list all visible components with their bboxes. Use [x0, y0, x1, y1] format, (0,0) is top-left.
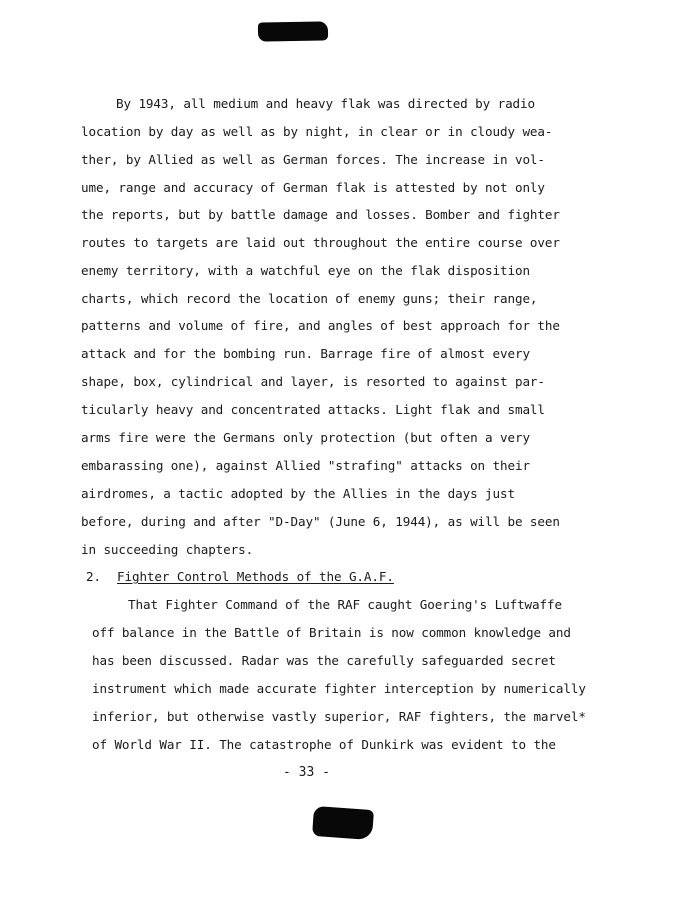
text-line: patterns and volume of fire, and angles of best approach for the: [81, 318, 560, 333]
text-line: ume, range and accuracy of German flak is attested by not only: [81, 180, 545, 195]
text-line: in succeeding chapters.: [81, 542, 254, 557]
text-line: ticularly heavy and concentrated attacks. Light flak and small: [81, 402, 545, 417]
text-line: shape, box, cylindrical and layer, is resorted to against par-: [81, 374, 545, 389]
text-line: has been discussed. Radar was the carefully safeguarded secret: [92, 653, 556, 668]
text-line: attack and for the bombing run. Barrage fire of almost every: [81, 346, 530, 361]
text-line: inferior, but otherwise vastly superior, RAF fighters, the marvel*: [92, 709, 586, 724]
text-line: enemy territory, with a watchful eye on the flak disposition: [81, 263, 530, 278]
text-line: That Fighter Command of the RAF caught Goering's Luftwaffe: [128, 597, 562, 612]
text-line: arms fire were the Germans only protection (but often a very: [81, 430, 530, 445]
page-number: - 33 -: [283, 765, 330, 780]
text-line: before, during and after "D-Day" (June 6, 1944), as will be seen: [81, 514, 560, 529]
section-number: 2.: [86, 569, 101, 584]
text-line: the reports, but by battle damage and losses. Bomber and fighter: [81, 207, 560, 222]
redaction-mark-bottom: [312, 806, 374, 840]
text-line: location by day as well as by night, in clear or in cloudy wea-: [81, 124, 553, 139]
section-heading: Fighter Control Methods of the G.A.F.: [117, 569, 394, 584]
text-line: instrument which made accurate fighter interception by numerically: [92, 681, 586, 696]
text-line: routes to targets are laid out throughout the entire course over: [81, 235, 560, 250]
text-line: embarassing one), against Allied "strafing" attacks on their: [81, 458, 530, 473]
text-line: off balance in the Battle of Britain is now common knowledge and: [92, 625, 571, 640]
text-line: airdromes, a tactic adopted by the Allies in the days just: [81, 486, 515, 501]
text-line: of World War II. The catastrophe of Dunkirk was evident to the: [92, 737, 556, 752]
text-line: charts, which record the location of enemy guns; their range,: [81, 291, 538, 306]
text-line: By 1943, all medium and heavy flak was directed by radio: [116, 96, 535, 111]
text-line: ther, by Allied as well as German forces. The increase in vol-: [81, 152, 545, 167]
